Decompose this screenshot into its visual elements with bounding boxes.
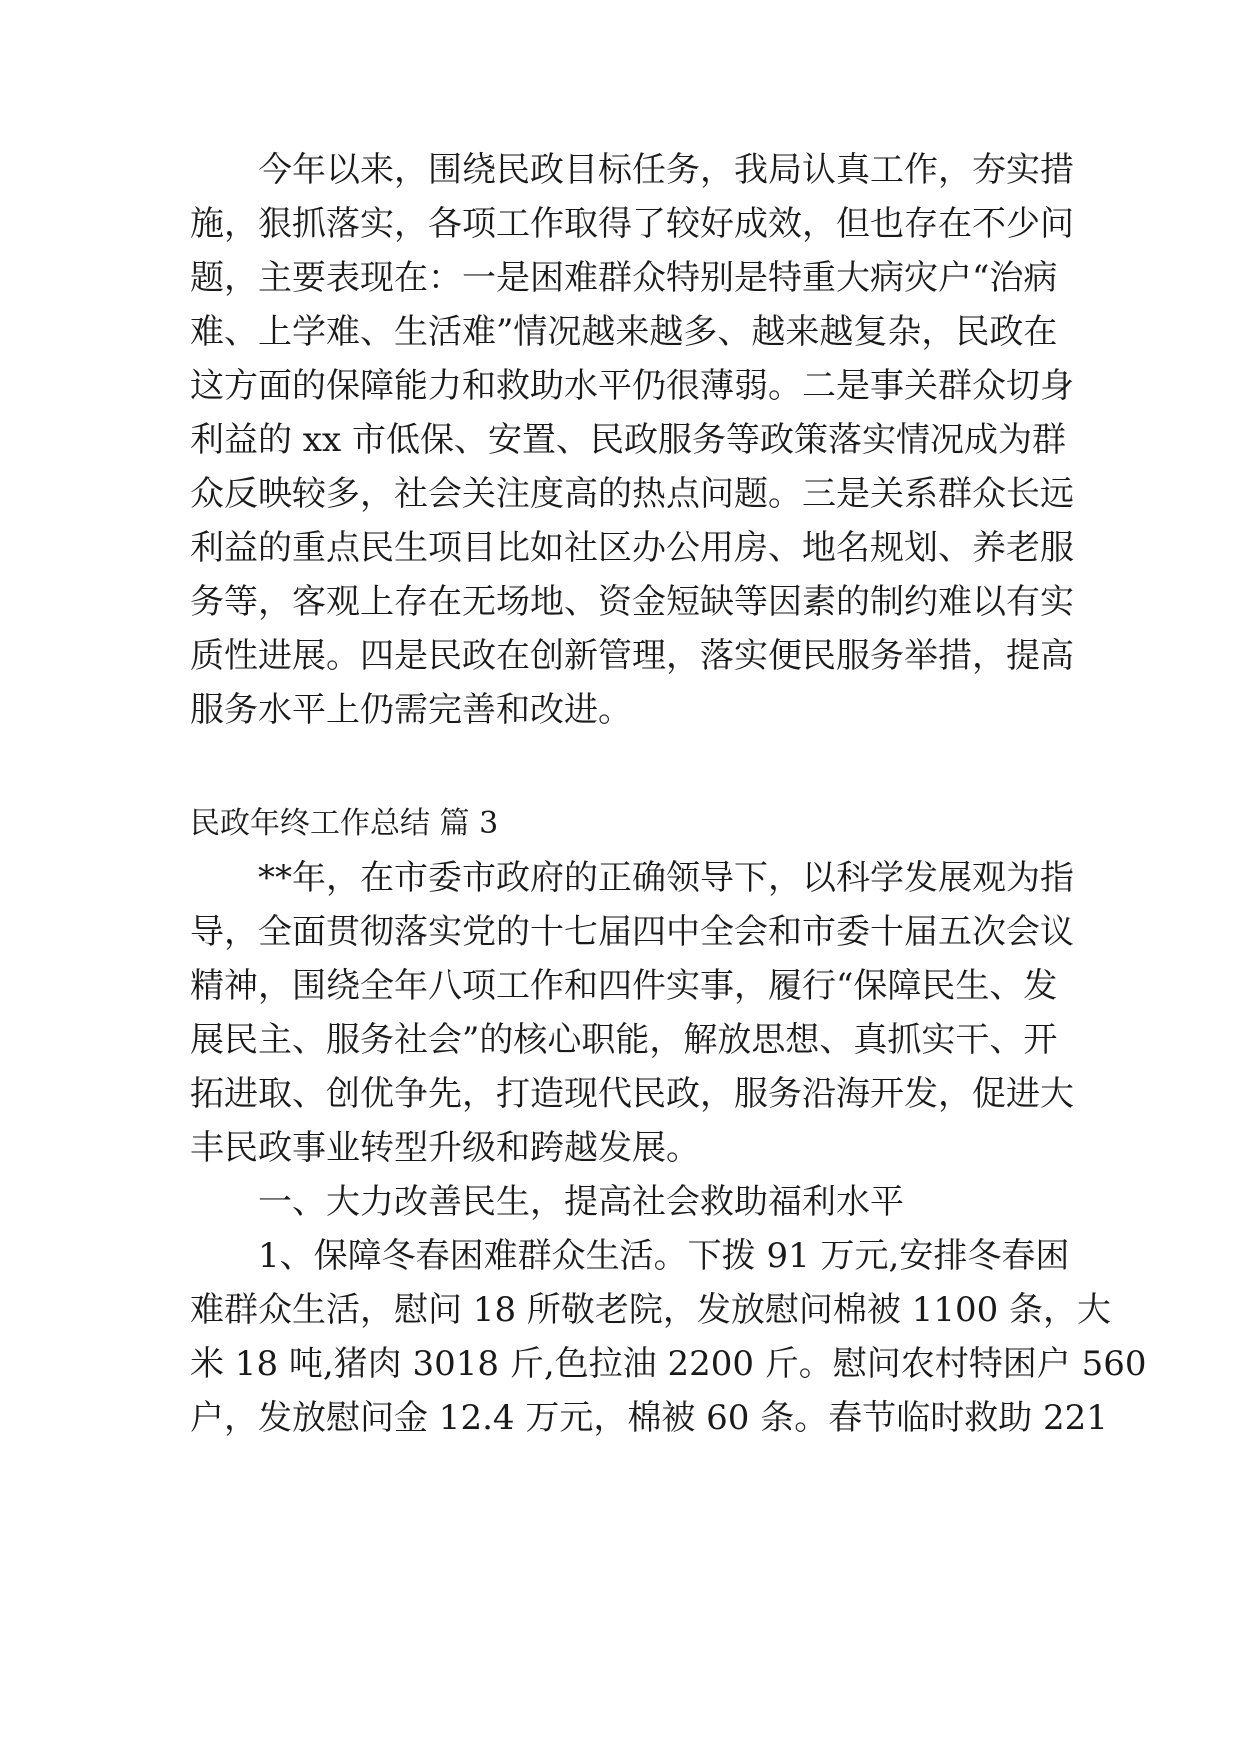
paragraph-2-line: 导，全面贯彻落实党的十七届四中全会和市委十届五次会议 [190, 912, 1074, 952]
paragraph-2-line: **年，在市委市政府的正确领导下，以科学发展观为指 [258, 858, 1074, 898]
paragraph-1-line: 难、上学难、生活难”情况越来越多、越来越复杂，民政在 [190, 312, 1058, 352]
paragraph-3-line: 米 18 吨,猪肉 3018 斤,色拉油 2200 斤。慰问农村特困户 560 [190, 1344, 1147, 1384]
paragraph-3-line: 难群众生活，慰问 18 所敬老院，发放慰问棉被 1100 条，大 [190, 1290, 1112, 1330]
section-heading: 民政年终工作总结 篇 3 [190, 806, 499, 841]
paragraph-3-line: 1、保障冬春困难群众生活。下拨 91 万元,安排冬春困 [258, 1236, 1070, 1276]
paragraph-2-line: 丰民政事业转型升级和跨越发展。 [190, 1128, 700, 1168]
paragraph-1-line: 施，狠抓落实，各项工作取得了较好成效，但也存在不少问 [190, 204, 1074, 244]
paragraph-2-line: 拓进取、创优争先，打造现代民政，服务沿海开发，促进大 [190, 1074, 1074, 1114]
paragraph-1-line: 服务水平上仍需完善和改进。 [190, 690, 632, 730]
paragraph-1-line: 利益的 xx 市低保、安置、民政服务等政策落实情况成为群 [190, 420, 1066, 460]
paragraph-2-line: 精神，围绕全年八项工作和四件实事，履行“保障民生、发 [190, 966, 1058, 1006]
paragraph-1-line: 这方面的保障能力和救助水平仍很薄弱。二是事关群众切身 [190, 366, 1074, 406]
paragraph-1-line: 题，主要表现在：一是困难群众特别是特重大病灾户“治病 [190, 258, 1058, 298]
subsection-title: 一、大力改善民生，提高社会救助福利水平 [258, 1182, 904, 1222]
paragraph-2-line: 展民主、服务社会”的核心职能，解放思想、真抓实干、开 [190, 1020, 1058, 1060]
paragraph-3-line: 户，发放慰问金 12.4 万元，棉被 60 条。春节临时救助 221 [190, 1398, 1108, 1438]
paragraph-1-line: 质性进展。四是民政在创新管理，落实便民服务举措，提高 [190, 636, 1074, 676]
paragraph-1-line: 利益的重点民生项目比如社区办公用房、地名规划、养老服 [190, 528, 1074, 568]
paragraph-1-line: 众反映较多，社会关注度高的热点问题。三是关系群众长远 [190, 474, 1074, 514]
paragraph-1-line: 务等，客观上存在无场地、资金短缺等因素的制约难以有实 [190, 582, 1074, 622]
paragraph-1-line: 今年以来，围绕民政目标任务，我局认真工作，夯实措 [258, 150, 1074, 190]
